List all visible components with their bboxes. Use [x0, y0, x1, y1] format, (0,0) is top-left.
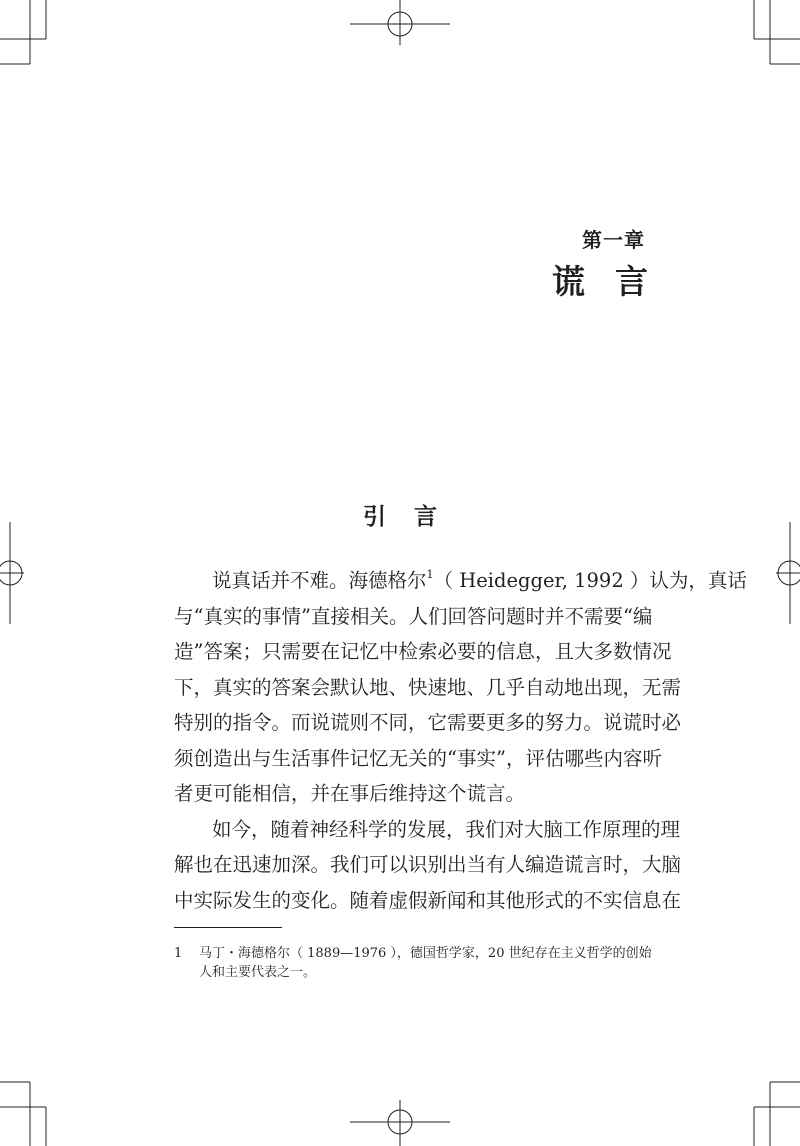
footnote-separator: [174, 927, 282, 928]
footnote-reference: 1: [426, 568, 434, 581]
paragraph-1-line-5: 特别的指令。而说谎则不同，它需要更多的努力。说谎时必: [174, 711, 682, 734]
paragraph-1-line-1: [174, 563, 747, 599]
chapter-title: 谎言: [552, 262, 678, 301]
text-run: （ Heidegger, 1992 ）认为，真话: [433, 569, 747, 592]
paragraph-1-line-3: 造”答案；只需要在记忆中检索必要的信息，且大多数情况: [174, 640, 672, 663]
footnote-number: 1: [174, 946, 183, 961]
paragraph-1-line-4: 下，真实的答案会默认地、快速地、几乎自动地出现，无需: [174, 675, 682, 699]
paragraph-2-line-2: 解也在迅速加深。我们可以识别出当有人编造谎言时，大脑: [174, 853, 682, 876]
chapter-label: 第一章: [582, 228, 645, 252]
paragraph-2-line-3: 中实际发生的变化。随着虚假新闻和其他形式的不实信息在: [174, 888, 682, 912]
paragraph-1-line-2: 与“真实的事情”直接相关。人们回答问题时并不需要“编: [174, 604, 653, 628]
text-run: 说真话并不难。海德格尔: [212, 569, 427, 592]
paragraph-1-line-7: 者更可能相信，并在事后维持这个谎言。: [174, 782, 526, 805]
section-title: 引言: [363, 504, 465, 530]
footnote-text: 马丁・海德格尔（ 1889—1976 ），德国哲学家，20 世纪存在主义哲学的创始: [199, 946, 652, 961]
footnote-line-2: 人和主要代表之一。: [199, 965, 317, 980]
paragraph-1-line-6: 须创造出与生活事件记忆无关的“事实”，评估哪些内容听: [174, 746, 662, 770]
footnote: [174, 944, 652, 982]
footnote-line-1: [174, 944, 652, 963]
body-text: [174, 563, 747, 918]
paragraph-2-line-1: 如今，随着神经科学的发展，我们对大脑工作原理的理: [212, 817, 681, 841]
